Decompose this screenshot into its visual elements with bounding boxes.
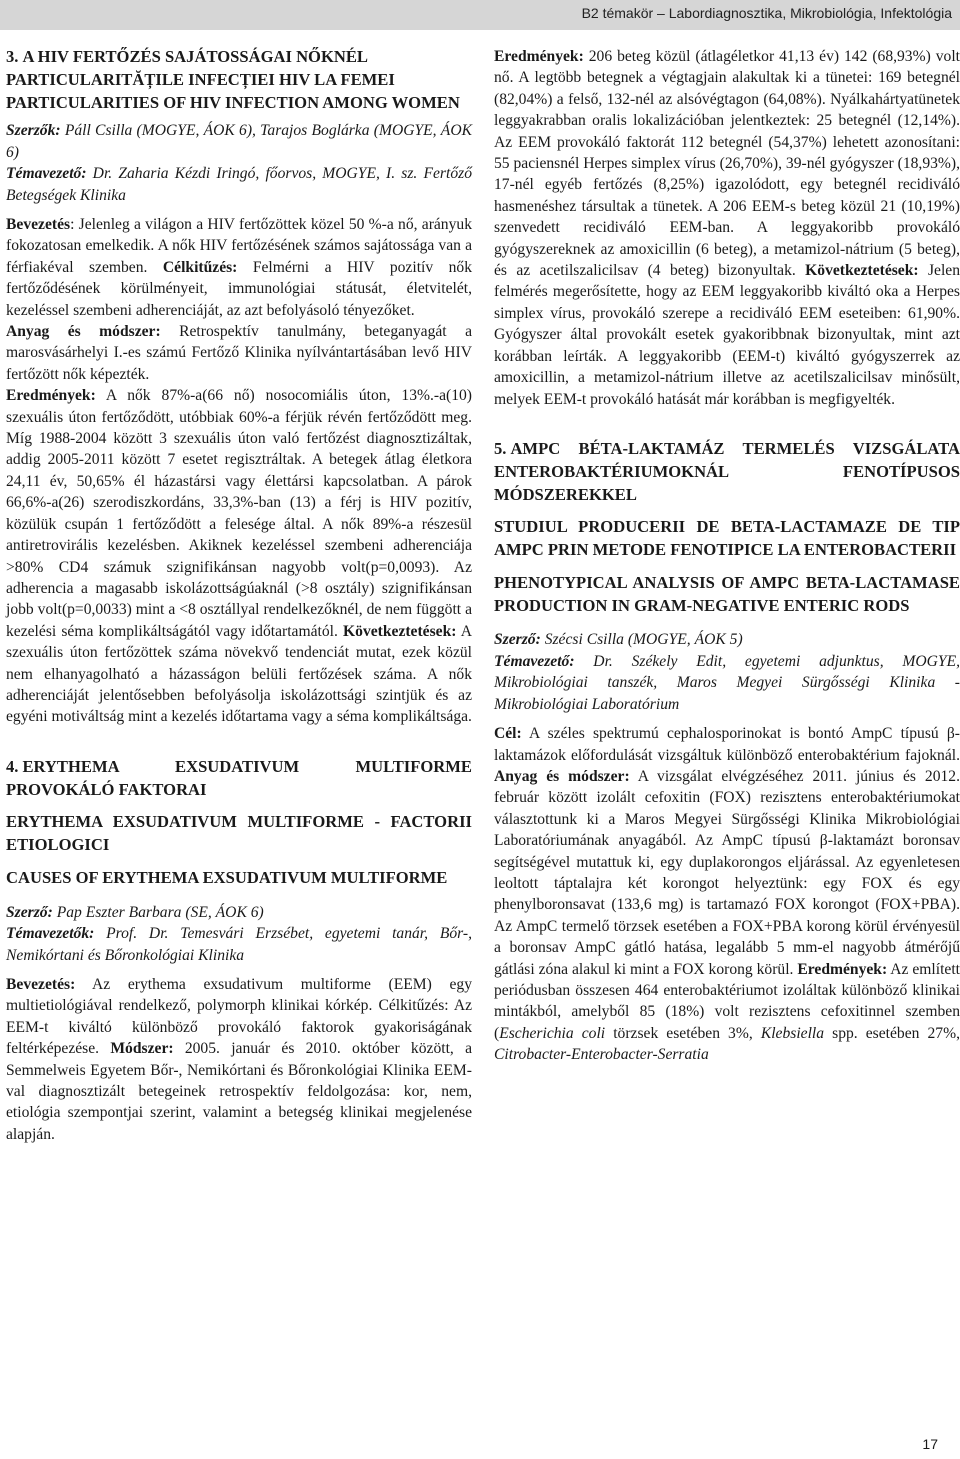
s5-methods-text: A vizsgálat elvégzéséhez 2011. június és 2012. február között izolált cefoxitin (FOX) rezisztens enterobaktériumokat választottunk ki a Maros Megyei Sürgősségi Klinika Mikrobiológiai Laboratóriumának anyagából. Az AmpC típusú β-laktamázt boronsav segítségével mutattuk ki, egy duplakorongos eljárással. Az egyenletesen leoltott táptalajra két korongot helyeztünk: egy FOX és egy phenylboronsavat (133,6 mg) is tartamazó FOX korongot (FOX+PBA). Az AmpC termelő törzsek esetében a FOX+PBA korong körül érvényesül a boronsav AmpC gátló hatása, legalább 5 mm-el nagyobb átmérőjű gátlási zóna alakul ki mint a FOX korong körül. [494, 767, 960, 978]
s3-conclusion-label: Következtetések: [343, 622, 457, 640]
s5-supervisor [494, 651, 960, 715]
s4-number: 4. [6, 756, 19, 776]
s4-results-label: Eredmények: [494, 48, 584, 65]
s4-conclusion-label: Következtetések: [805, 262, 919, 280]
s4-title-hu-text: ERYTHEMA EXSUDATIVUM MULTIFORME PROVOKÁLÓ FAKTORAI [6, 756, 472, 799]
s5-title-en: PHENOTYPICAL ANALYSIS OF AMPC BETA-LACTAMASE PRODUCTION IN GRAM-NEGATIVE ENTERIC RODS [494, 572, 960, 615]
s3-body-intro [6, 214, 472, 321]
s5-supervisor-label: Témavezető: [494, 652, 575, 670]
s3-methods-label: Anyag és módszer: [6, 323, 161, 341]
s3-title-hu-text: A HIV FERTŐZÉS SAJÁTOSSÁGAI NŐKNÉL [22, 47, 368, 66]
page-number: 17 [922, 1436, 938, 1452]
s4-supervisor [6, 923, 472, 966]
s5-methods-label: Anyag és módszer: [494, 767, 630, 785]
s5-results-text-c: spp. esetében 27%, [824, 1024, 960, 1042]
s5-organism-ecoli: Escherichia coli [499, 1024, 606, 1042]
s4-title-hu [6, 756, 472, 802]
s3-results-text: A nők 87%-a(66 nő) nosocomiális úton, 13%.-a(10) szexuális úton fertőződött, utóbbiak 60%-a férjük révén fertőződött meg. Míg 1988-2004 között 3 szexuális úton való fertőzést diagnosztizáltak, addig 2005-2011 között 7 esetet regisztráltak. A betegek átlag életkora 24,11 év, 50,65% él házastársi vagy élettársi kapcsolatban. A párok 66,6%-a(26) szerodiszkordáns, 33,3%-ban (13) a férj is HIV pozitív, közülük csupán 1 fertőződött a felesége által. A nők 89%-a részesül antiretrovirális kezelésben. Akiknek kezeléssel szembeni adherenciája >80% CD4 számuk szignifikánsan nagyobb volt(p=0,0093). Az adherencia a magasabb iskolázottságúaknál (>8 osztály) szignifikánsan jobb volt(p=0,0033) mint a <8 osztállyal rendelkezőknél, de nem függött a kezelési séma komplikáltságától vagy időtartamától. [6, 387, 472, 640]
s4-title-ro: ERYTHEMA EXSUDATIVUM MULTIFORME - FACTORII ETIOLOGICI [6, 812, 472, 855]
s3-aim-text: Felmérni a HIV pozitív nők fertőződésének körülményeit, immunológiai státusát, életvitelét, kezeléssel szembeni adherenciáját, az azt befolyásoló tényezőket. [6, 258, 472, 319]
s3-authors-label: Szerzők: [6, 122, 61, 140]
s3-results-label: Eredmények: [6, 387, 96, 405]
s3-title-en: PARTICULARITIES OF HIV INFECTION AMONG WOMEN [6, 92, 460, 112]
s5-body [494, 723, 960, 1066]
s5-number: 5. [494, 438, 507, 458]
s4-authors-text: Pap Eszter Barbara (SE, ÁOK 6) [52, 903, 264, 921]
running-header: B2 témakör – Labordiagnosztika, Mikrobiológia, Infektológia [0, 0, 960, 30]
s3-conclusion-text: A szexuális úton fertőzöttek száma növekvő tendenciát mutat, ezek közül nem elhanyagolható a házasságon belüli fertőzések száma. A nők adherenciáját jelentősebben befolyásolja iskolázottsági szintjük és az egyéni motiváltság mint a kezelés időtartama vagy a séma komplikáltsága. [6, 622, 472, 726]
s3-supervisor-text: Dr. Zaharia Kézdi Iringó, főorvos, MOGYE, I. sz. Fertőző Betegségek Klinika [6, 165, 472, 204]
s5-results-text-b: törzsek esetében 3%, [605, 1024, 761, 1042]
s5-supervisor-text: Dr. Székely Edit, egyetemi adjunktus, MOGYE, Mikrobiológiai tanszék, Maros Megyei Sürgősségi Klinika - Mikrobiológiai Laboratórium [494, 652, 960, 713]
s3-methods-text: Retrospektív tanulmány, beteganyagát a marosvásárhelyi I.-es számú Fertőző Klinika nyílvántartásában levő HIV fertőzött nők képezték. [6, 323, 472, 383]
s3-authors-text: Páll Csilla (MOGYE, ÁOK 6), Tarajos Boglárka (MOGYE, ÁOK 6) [6, 122, 472, 161]
s3-intro-label: Bevezetés [6, 216, 71, 234]
s4-body-part2 [494, 46, 960, 410]
s4-title-en: CAUSES OF ERYTHEMA EXSUDATIVUM MULTIFORME [6, 867, 448, 887]
s5-authors [494, 629, 960, 650]
s3-authors [6, 120, 472, 163]
s4-intro-text: Az erythema exsudativum multiforme (EEM) egy multietiológiával rendelkező, polymorph klinikai kórkép. Célkitűzés: Az EEM-t kiváltó különböző provokáló faktorok gyakoriságának feltérképezése. [6, 975, 472, 1058]
s3-intro-text: : Jelenleg a világon a HIV fertőzöttek közel 50 %-a nő, arányuk fokozatosan emelkedik. A nők HIV fertőzésének számos sajátossága van a férfiakéval szemben. [6, 216, 472, 276]
s5-aim-label: Cél: [494, 725, 522, 743]
s3-supervisor-label: Témavezető: [6, 165, 87, 183]
s3-aim-label: Célkitűzés: [162, 258, 238, 276]
s4-methods-label: Módszer: [110, 1040, 174, 1058]
s5-title-hu [494, 438, 960, 506]
s4-conclusion-text: Jelen felmérés megerősítette, hogy az EEM leggyakoribb kiváltó oka a Herpes simplex vírus, provokáló szerepe a recidiváló EEM eseteiben: 61,90%. Gyógyszer által provokált esetek gyakoribbnak bizonyultak, mint azt korábban leírták. A leggyakoribb (EEM-t) kiváltó gyógyszerrek az amoxicillin, a metamizol-nátrium illetve az acetilszalicilsav minősült, melyek EEM-t provokáló hatását már korábban is megfigyelték. [494, 262, 960, 408]
s3-number: 3. [6, 47, 19, 66]
s4-authors [6, 902, 472, 923]
right-column [494, 46, 960, 1066]
s4-body-part1 [6, 974, 472, 1145]
s3-title-ro: PARTICULARITĂȚILE INFECȚIEI HIV LA FEMEI [6, 69, 395, 89]
s3-body-methods [6, 321, 472, 385]
s4-supervisor-text: Prof. Dr. Temesvári Erzsébet, egyetemi tanár, Bőr-, Nemikórtani és Bőronkológiai Klinika [6, 925, 472, 964]
s5-title-hu-text: AMPC BÉTA-LAKTAMÁZ TERMELÉS VIZSGÁLATA ENTEROBAKTÉRIUMOKNÁL FENOTÍPUSOS MÓDSZEREKKEL [494, 438, 960, 504]
s5-authors-text: Szécsi Csilla (MOGYE, ÁOK 5) [540, 631, 743, 649]
s4-intro-label: Bevezetés: [6, 975, 76, 993]
s3-supervisor [6, 163, 472, 206]
s4-methods-text: 2005. január és 2010. október között, a Semmelweis Egyetem Bőr-, Nemikórtani és Bőronkológiai Klinika EEM-val diagnosztizált betegeinek retrospektív feldolgozása: kor, nem, etiológia szempontjai szerint, valamint a betegség klinikai megjelenése alapján. [6, 1040, 473, 1143]
s3-title-hu [6, 46, 472, 69]
s5-title-ro: STUDIUL PRODUCERII DE BETA-LACTAMAZE DE TIP AMPC PRIN METODE FENOTIPICE LA ENTEROBACTERII [494, 517, 960, 560]
s5-results-label: Eredmények: [797, 960, 888, 978]
s5-aim-text: A széles spektrumú cephalosporinokat is bontó AmpC típusú β-laktamázok előfordulását vizsgáltuk különböző enterobaktérium fajoknál. [494, 725, 960, 764]
s4-results-text: 206 beteg közül (átlagéletkor 41,13 év) 142 (68,93%) volt nő. A legtöbb betegnek a végtagjain alakultak ki a tünetei: 169 betegnél (82,04%) a felső, 132-nél az alsóvégtagon (64,08%). Nyálkahártyatünetek leggyakrabban oralis lokalizációban jelentkeztek: 25 betegnél (12,14%). Az EEM provokáló faktorát 112 betegnél (54,37%) lehetett azonosítani: 55 paciensnél Herpes simplex vírus (26,70%), 39-nél gyógyszer (18,93%), 17-nél egyéb fertőzés (8,25%) igazolódott, egy betegnél recidiváló hasmenéshez társultak a tünetek. A 206 EEM-s beteg közül 21 (10,19%) szenvedett recidiváló EEM-ban. A leggyakoribb provokáló gyógyszereknek az amoxicillin (6 beteg), a metamizol-nátrium (5 beteg), és az acetilszalicilsav (4 beteg) bizonyultak. [494, 48, 960, 280]
s4-authors-label: Szerző: [6, 903, 53, 921]
s5-organism-klebsiella: Klebsiella [760, 1024, 825, 1042]
s5-authors-label: Szerző: [494, 631, 541, 649]
s4-supervisor-label: Témavezetők: [6, 925, 95, 943]
s5-organism-ces: Citrobacter-Enterobacter-Serratia [494, 1046, 709, 1064]
s5-results-text-a: Az említett periódusban összesen 464 enterobaktériumot izoláltak különböző klinikai mintákból, amelyből 85 (18%) volt rezisztens cefoxitinnel szemben ( [494, 960, 960, 1042]
s3-body-results [6, 385, 472, 728]
left-column [6, 46, 472, 1145]
